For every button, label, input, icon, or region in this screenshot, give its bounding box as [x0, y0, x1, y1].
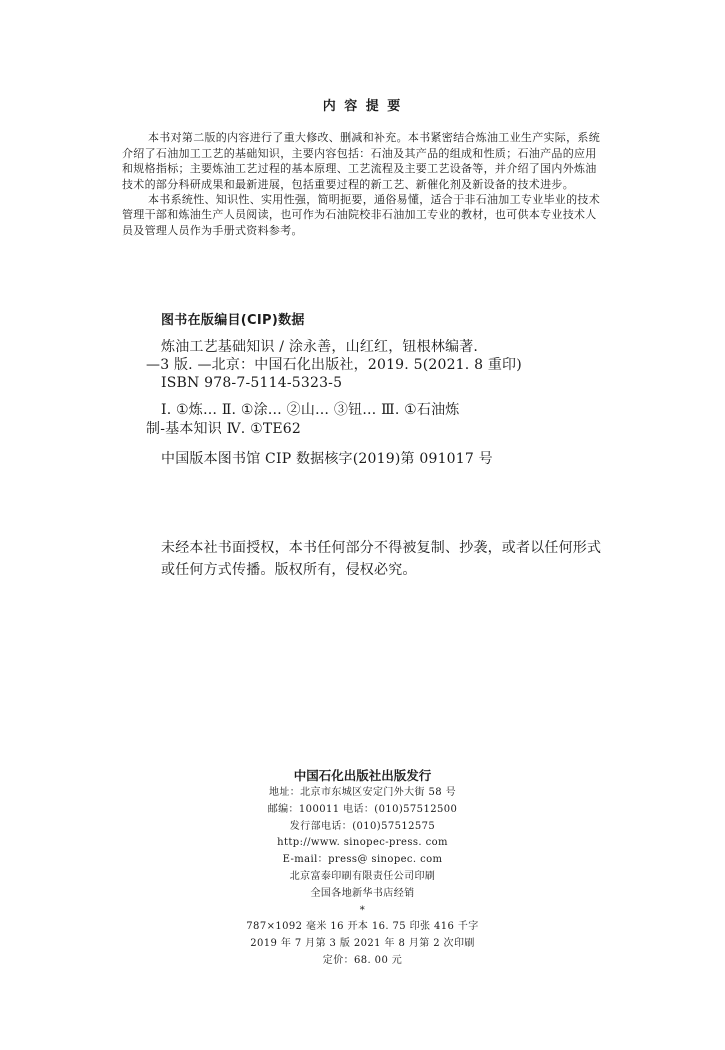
publisher-email: E-mail：press@ sinopec. com — [282, 854, 443, 865]
abstract-title: 内 容 提 要 — [322, 99, 403, 114]
abstract-line: 员及管理人员作为手册式资料参考。 — [122, 224, 303, 237]
cip-number: 中国版本图书馆 CIP 数据核字(2019)第 091017 号 — [161, 451, 493, 467]
cip-heading: 图书在版编目(CIP)数据 — [161, 313, 305, 328]
abstract-line: 本书对第二版的内容进行了重大修改、删减和补充。本书紧密结合炼油工业生产实际，系统 — [148, 131, 600, 144]
cip-line: 炼油工艺基础知识 / 涂永善，山红红，钮根林编著. — [161, 339, 479, 355]
copyright-line: 或任何方式传播。版权所有，侵权必究。 — [161, 562, 417, 578]
abstract-line: 本书系统性、知识性、实用性强，简明扼要，通俗易懂，适合于非石油加工专业毕业的技术 — [148, 193, 600, 206]
printer-line: 北京富泰印刷有限责任公司印刷 — [289, 871, 436, 882]
price-line: 定价：68. 00 元 — [322, 955, 403, 966]
abstract-line: 技术的部分科研成果和最新进展，包括重要过程的新工艺、新催化剂及新设备的技术进步。 — [122, 178, 574, 191]
publisher-address: 地址：北京市东城区安定门外大街 58 号 — [268, 787, 457, 798]
publisher-sales-phone: 发行部电话：(010)57512575 — [289, 821, 436, 832]
publisher-name: 中国石化出版社出版发行 — [293, 768, 432, 783]
abstract-line: 管理干部和炼油生产人员阅读，也可作为石油院校非石油加工专业的教材，也可供本专业技术人 — [122, 208, 597, 221]
cip-isbn: ISBN 978-7-5114-5323-5 — [161, 375, 343, 391]
cip-line: 制-基本知识 Ⅳ. ①TE62 — [146, 421, 301, 437]
abstract-line: 介绍了石油加工工艺的基础知识，主要内容包括：石油及其产品的组成和性质；石油产品的应用 — [122, 147, 597, 160]
distributor-line: 全国各地新华书店经销 — [310, 888, 415, 899]
copyright-line: 未经本社书面授权，本书任何部分不得被复制、抄袭，或者以任何形式 — [161, 540, 602, 556]
abstract-line: 和规格指标；主要炼油工艺过程的基本原理、工艺流程及主要工艺设备等，并介绍了国内外炼油 — [122, 162, 597, 175]
cip-line: Ⅰ. ①炼… Ⅱ. ①涂… ②山… ③钮… Ⅲ. ①石油炼 — [161, 402, 460, 418]
cip-line: —3 版. —北京：中国石化出版社，2019. 5(2021. 8 重印) — [146, 357, 522, 373]
publisher-postcode-phone: 邮编：100011 电话：(010)57512500 — [267, 804, 458, 815]
publisher-website: http://www. sinopec-press. com — [277, 837, 448, 848]
separator-asterisk: * — [359, 905, 366, 916]
format-line: 787×1092 毫米 16 开本 16. 75 印张 416 千字 — [246, 921, 479, 932]
edition-line: 2019 年 7 月第 3 版 2021 年 8 月第 2 次印刷 — [250, 938, 475, 949]
